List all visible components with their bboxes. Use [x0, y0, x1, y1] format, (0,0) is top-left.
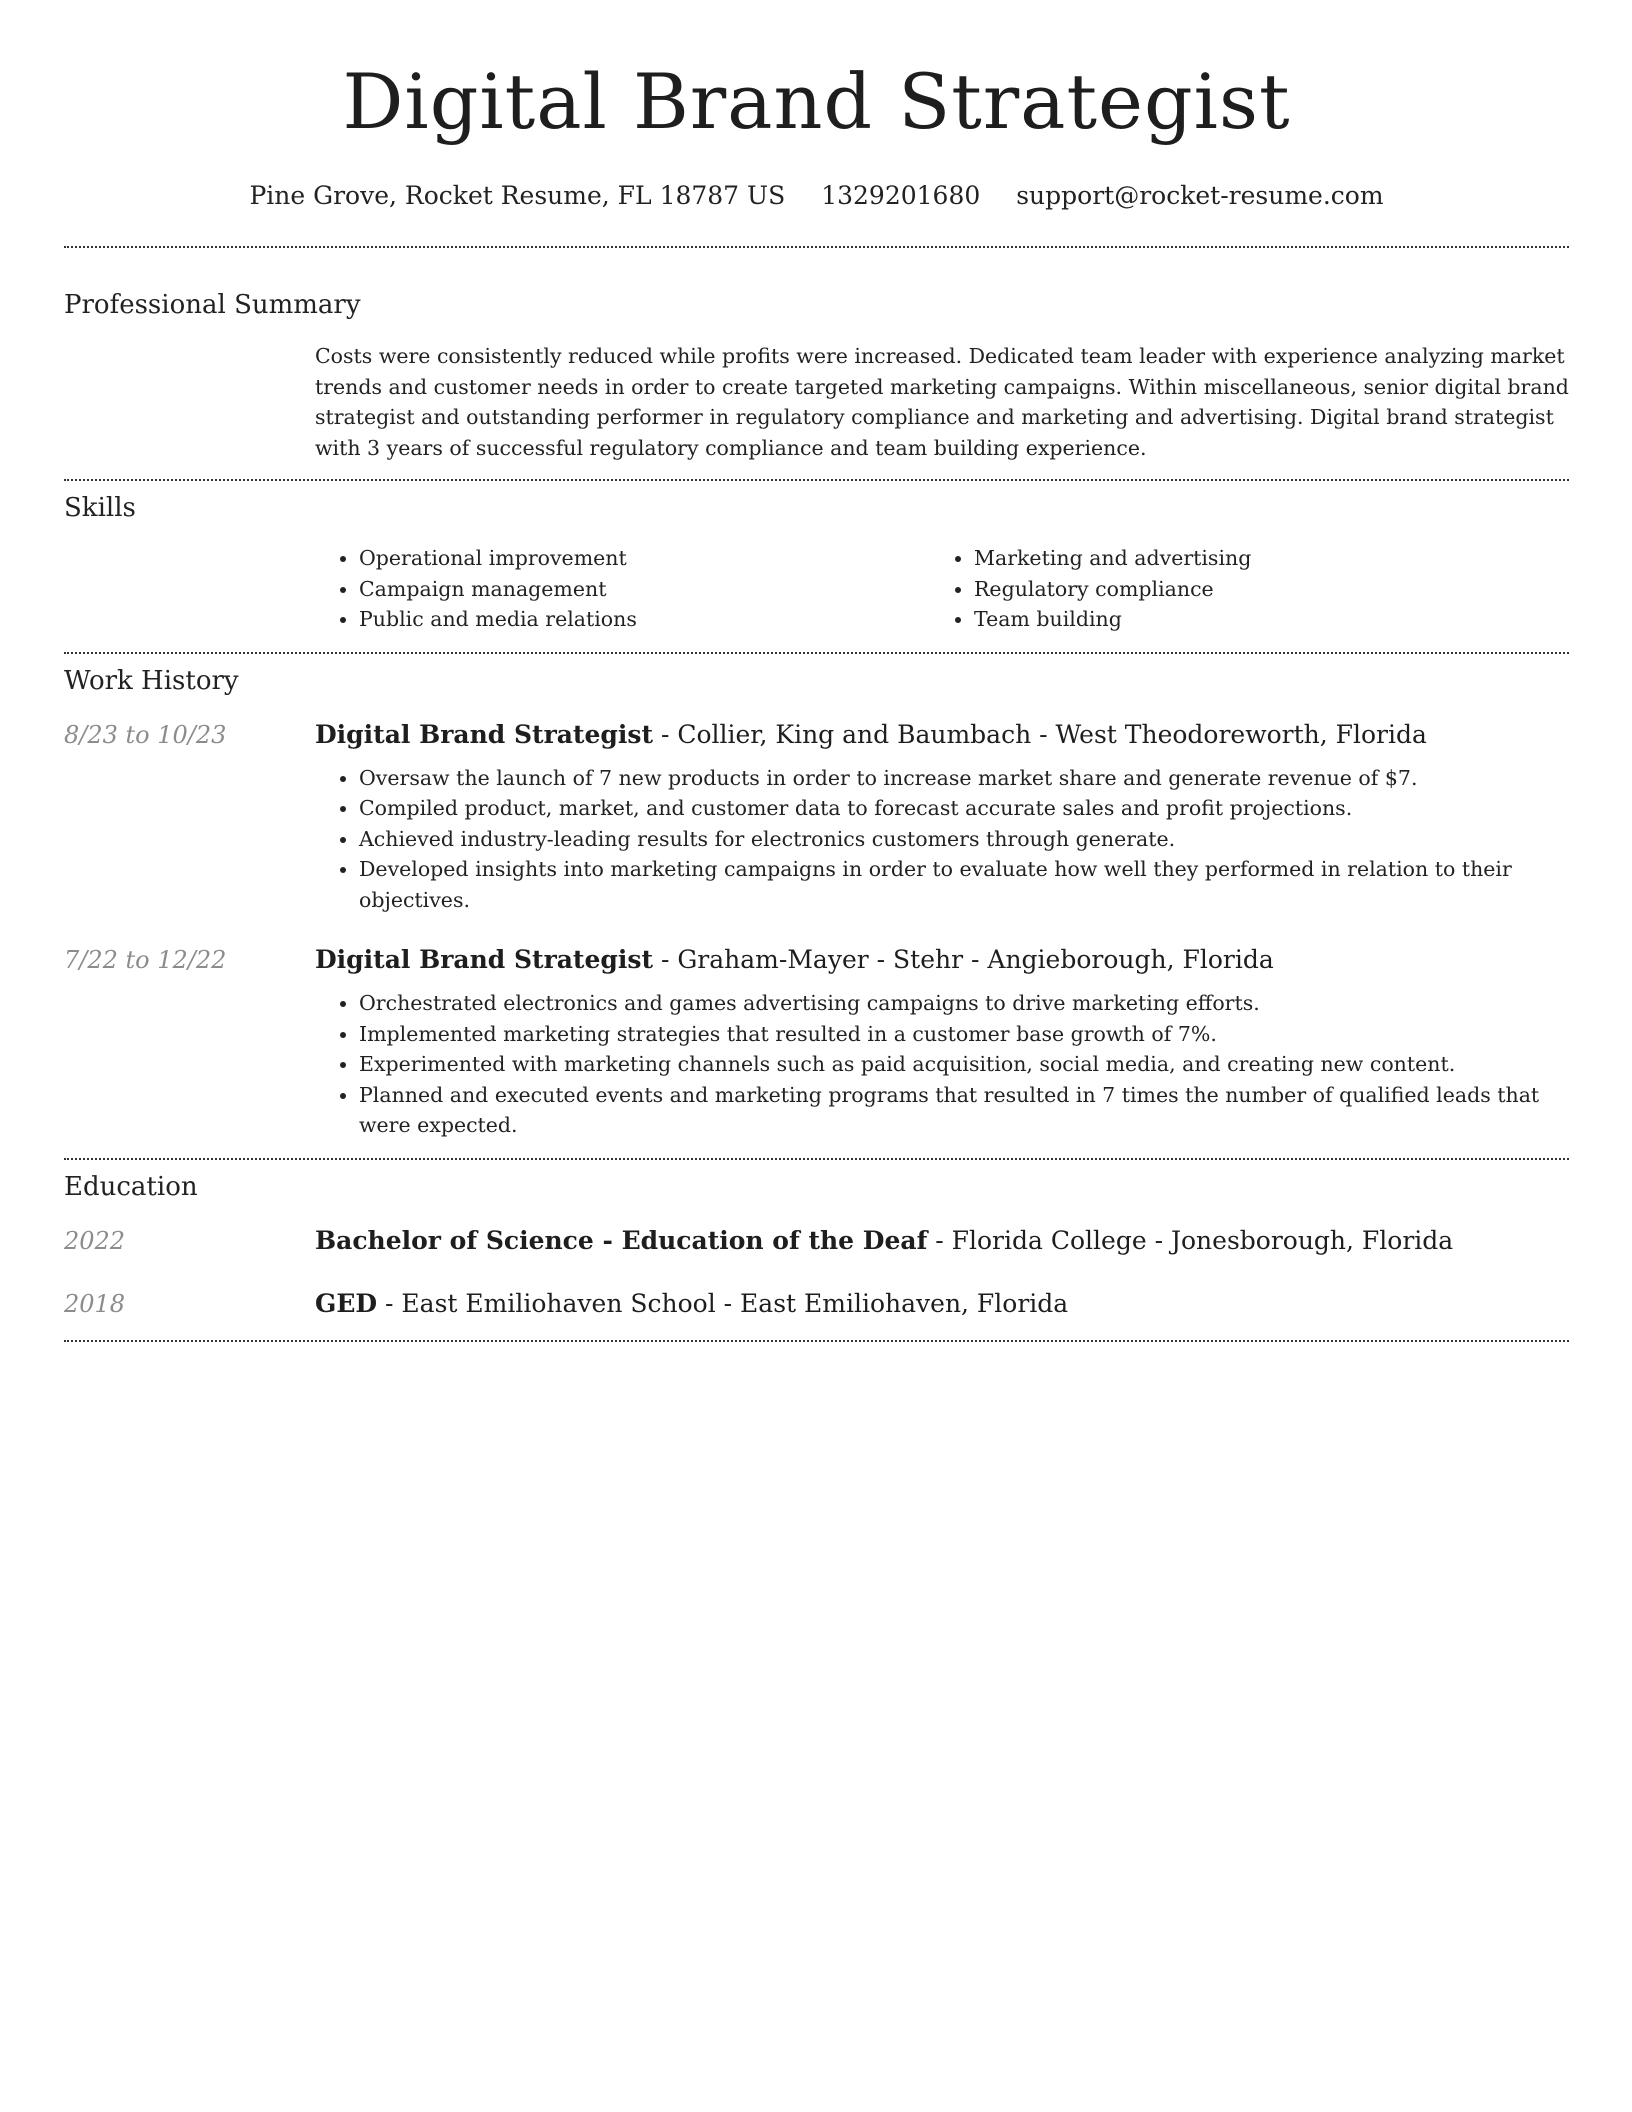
skill-item: • Campaign management — [359, 574, 930, 605]
skills-column-right — [930, 543, 1530, 635]
skill-item: • Marketing and advertising — [974, 543, 1530, 574]
education-school: - Florida College - Jonesborough, Florida — [927, 1225, 1454, 1255]
job-dates: 7/22 to 12/22 — [64, 946, 227, 974]
education-entry — [64, 1226, 1569, 1255]
job-entry — [64, 945, 1569, 1141]
job-role: Digital Brand Strategist — [315, 945, 653, 974]
education-degree: Bachelor of Science - Education of the Deaf — [315, 1225, 928, 1255]
education-year: 2022 — [64, 1226, 126, 1255]
skill-item: • Regulatory compliance — [974, 574, 1530, 605]
job-header — [64, 720, 1569, 749]
job-bullet: • Oversaw the launch of 7 new products in order to increase market share and generate revenue of $7. — [359, 763, 1569, 794]
education-entry — [64, 1289, 1569, 1318]
candidate-name: Digital Brand Strategist — [342, 57, 1291, 146]
section-divider — [64, 1340, 1569, 1342]
contact-phone: 1329201680 — [821, 181, 981, 210]
job-title-line — [315, 945, 1569, 974]
education-school: - East Emiliohaven School - East Emiliohaven, Florida — [377, 1288, 1069, 1318]
job-header — [64, 945, 1569, 974]
resume-page — [64, 0, 1569, 1342]
job-bullets — [315, 763, 1569, 916]
education-year: 2018 — [64, 1289, 126, 1318]
contact-line — [64, 180, 1569, 212]
section-title-skills: Skills — [64, 493, 136, 523]
summary-text: Costs were consistently reduced while profits were increased. Dedicated team leader with experience analyzing market trends and customer needs in order to create targeted marketing campaigns. Within miscellaneous, senior digital brand strategist and outstanding performer in regulatory compliance and marketing and advertising. Digital brand strategist with 3 years of successful regulatory compliance and team building experience. — [315, 344, 1569, 460]
job-bullets — [315, 988, 1569, 1141]
job-bullet: • Experimented with marketing channels such as paid acquisition, social media, and creating new content. — [359, 1049, 1569, 1080]
skill-item: • Team building — [974, 604, 1530, 635]
job-role: Digital Brand Strategist — [315, 719, 653, 749]
job-dates: 8/23 to 10/23 — [64, 720, 227, 749]
resume-header — [64, 0, 1569, 212]
skill-item: • Public and media relations — [359, 604, 930, 635]
section-title-work: Work History — [64, 665, 239, 696]
education-degree: GED — [315, 1288, 378, 1318]
education-title-line — [315, 1289, 1569, 1318]
summary-section — [64, 248, 1569, 463]
job-bullet: • Planned and executed events and marketing programs that resulted in 7 times the number of qualified leads that were expected. — [359, 1080, 1569, 1141]
job-employer: - Collier, King and Baumbach - West Theodoreworth, Florida — [653, 719, 1427, 749]
job-bullet: • Orchestrated electronics and games advertising campaigns to drive marketing efforts. — [359, 988, 1569, 1019]
job-title-line — [315, 720, 1569, 749]
section-title-education: Education — [64, 1171, 198, 1202]
job-bullet: • Implemented marketing strategies that resulted in a customer base growth of 7%. — [359, 1019, 1569, 1050]
skills-list — [315, 543, 1569, 635]
job-bullet: • Developed insights into marketing campaigns in order to evaluate how well they performed in relation to their objectives. — [359, 854, 1569, 915]
job-employer: - Graham-Mayer - Stehr - Angieborough, Florida — [653, 945, 1274, 974]
work-section — [64, 654, 1569, 1141]
skills-column-left — [315, 543, 930, 635]
job-bullet: • Compiled product, market, and customer data to forecast accurate sales and profit projections. — [359, 793, 1569, 824]
section-title-summary: Professional Summary — [64, 290, 361, 320]
skill-item: • Operational improvement — [359, 543, 930, 574]
skills-section — [64, 481, 1569, 635]
contact-email: support@rocket-resume.com — [1016, 181, 1384, 210]
education-section — [64, 1160, 1569, 1318]
job-entry — [64, 720, 1569, 916]
job-bullet: • Achieved industry-leading results for electronics customers through generate. — [359, 824, 1569, 855]
education-title-line — [315, 1226, 1569, 1255]
contact-address: Pine Grove, Rocket Resume, FL 18787 US — [249, 181, 786, 210]
